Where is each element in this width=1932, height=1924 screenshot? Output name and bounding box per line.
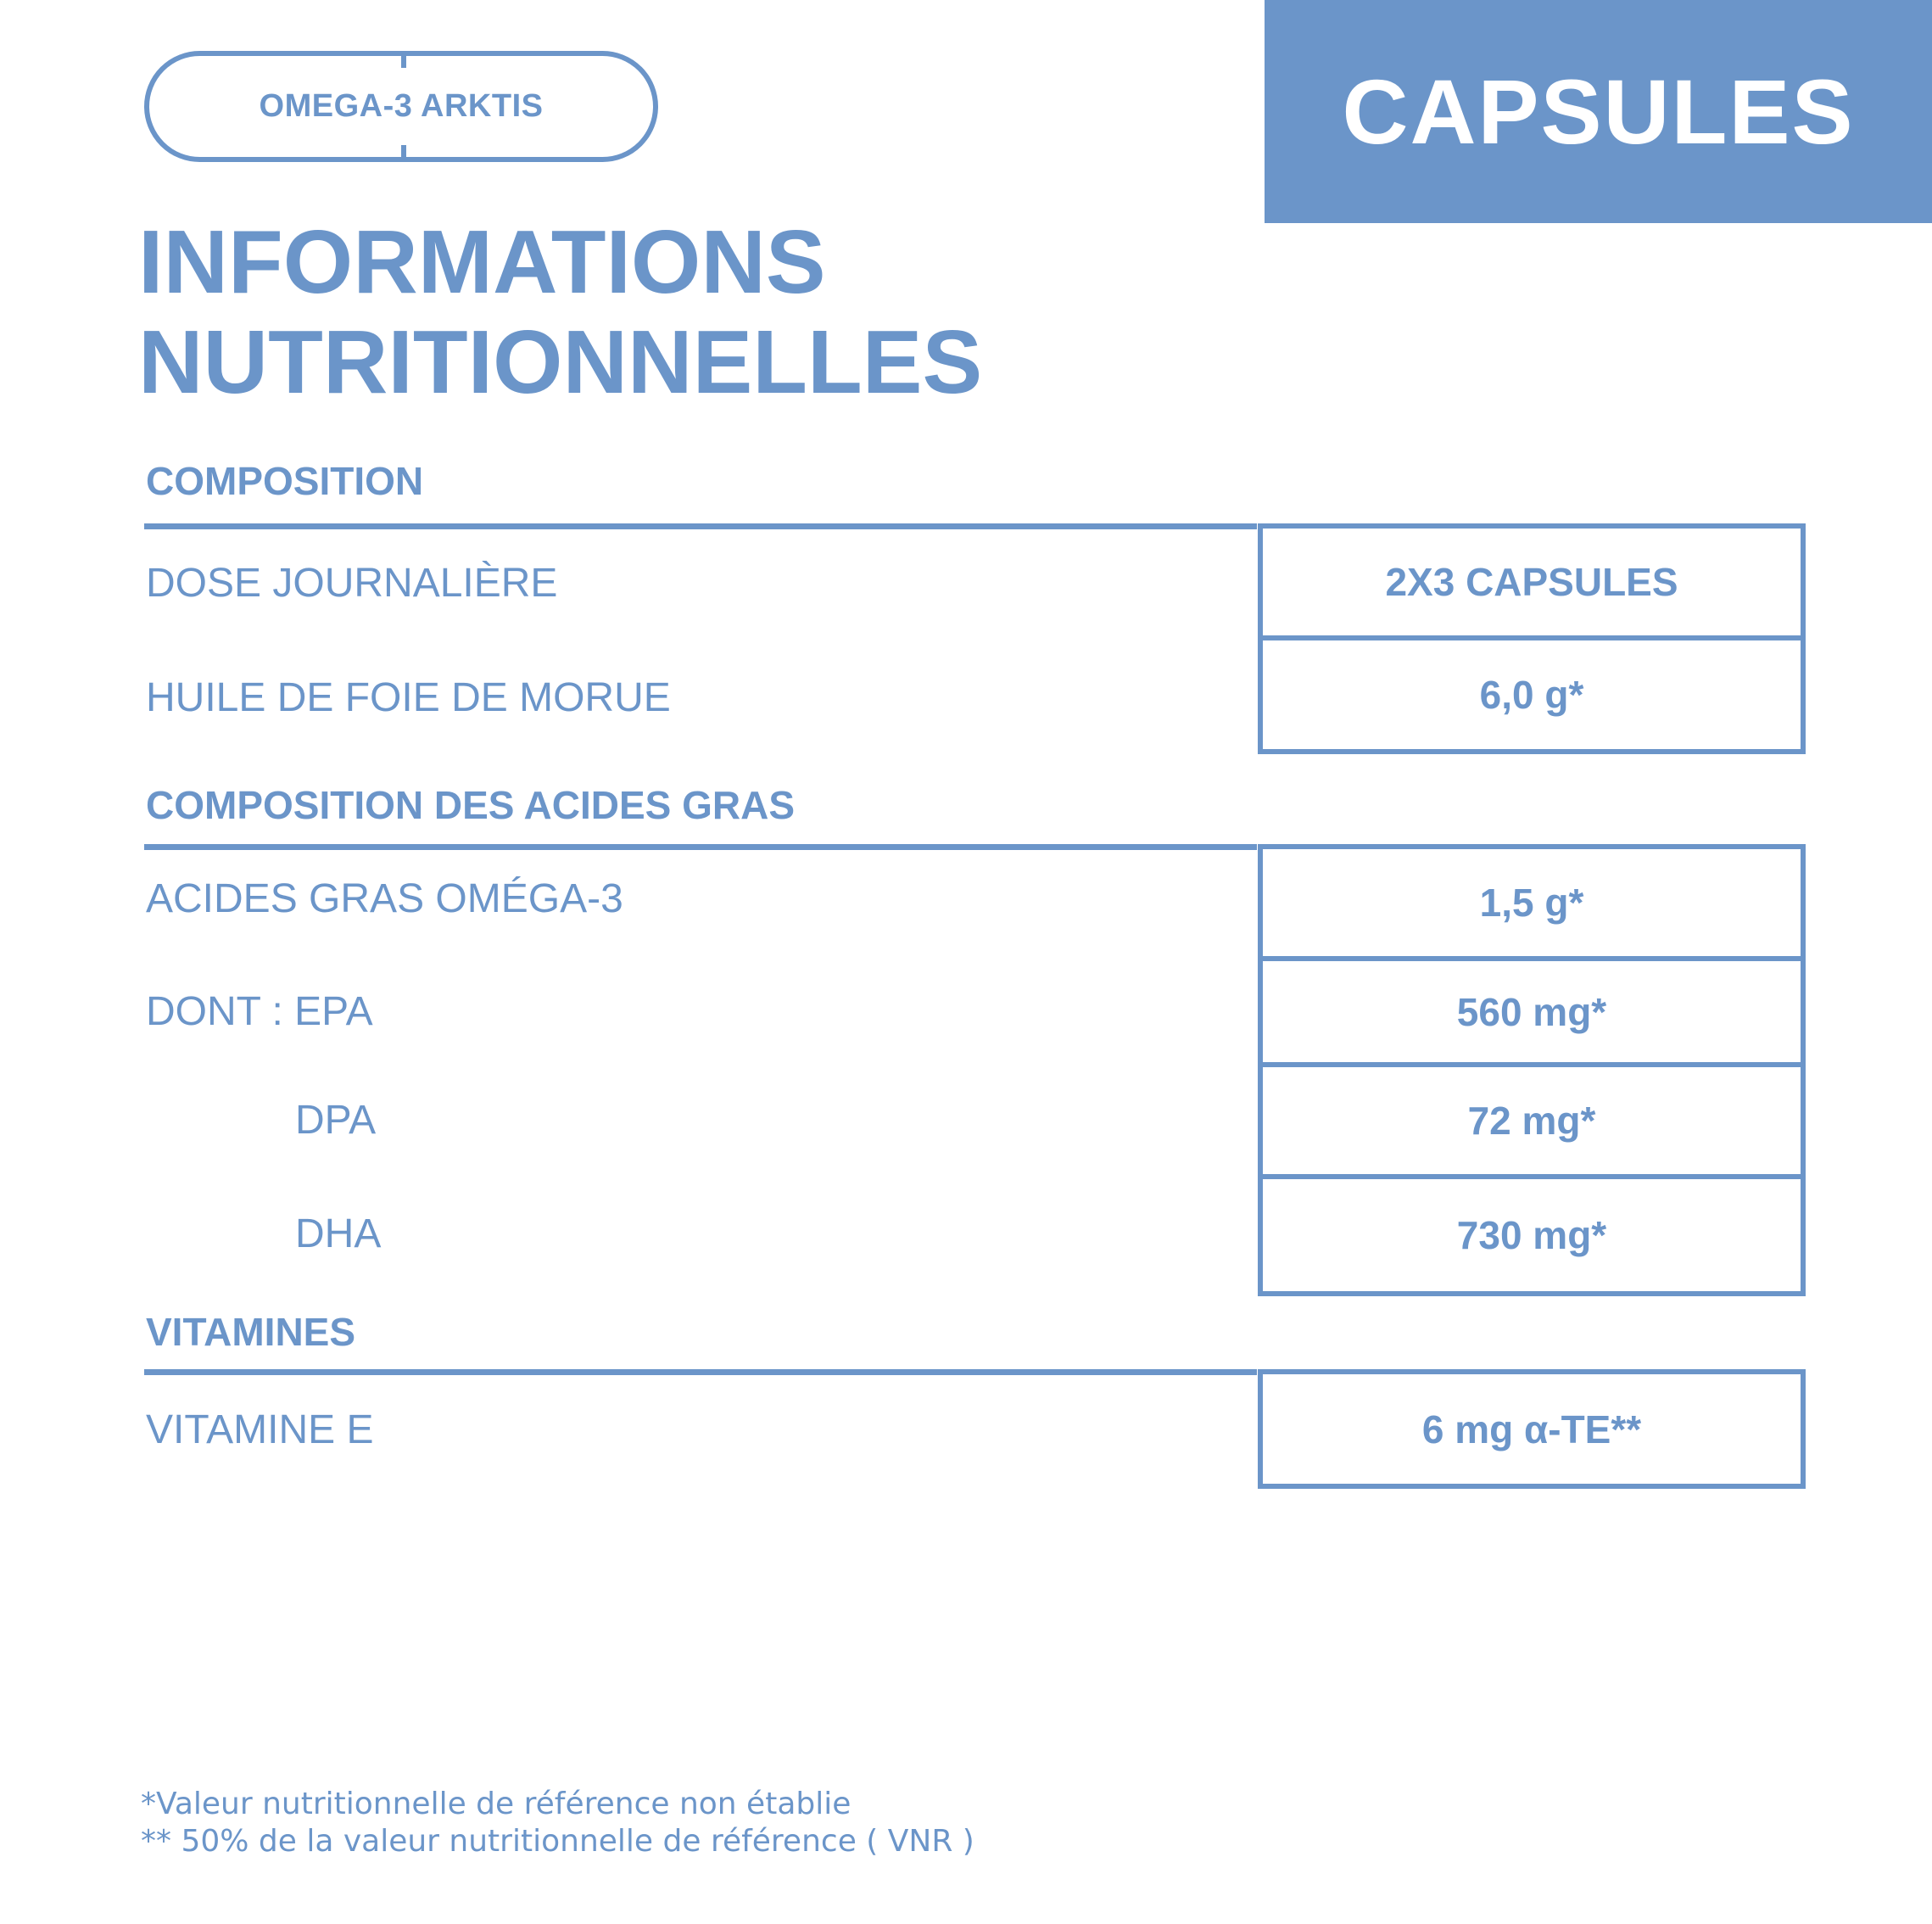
section-heading-vitamins: VITAMINES [146, 1310, 356, 1354]
row-label-dha: DHA [295, 1211, 382, 1256]
page-title-line-2: NUTRITIONNELLES [138, 312, 983, 412]
section-heading-fatty-acids: COMPOSITION DES ACIDES GRAS [146, 783, 796, 827]
row-value-daily-dose: 2X3 CAPSULES [1385, 560, 1678, 604]
row-value-dpa: 72 mg* [1467, 1099, 1596, 1143]
row-label-vitamin-e: VITAMINE E [146, 1407, 374, 1452]
format-badge [1265, 0, 1932, 223]
row-value-vitamin-e: 6 mg α-TE** [1421, 1407, 1642, 1451]
page-title-line-1: INFORMATIONS [138, 212, 826, 312]
section-rule [144, 1369, 1257, 1375]
section-heading-composition: COMPOSITION [146, 459, 424, 503]
row-label-cod-liver-oil: HUILE DE FOIE DE MORUE [146, 675, 671, 720]
row-value-omega3: 1,5 g* [1479, 881, 1584, 925]
footnote-2: ** 50% de la valeur nutritionnelle de référence ( VNR ) [141, 1824, 974, 1859]
row-value-cod-liver-oil: 6,0 g* [1479, 673, 1584, 717]
row-value-epa: 560 mg* [1456, 989, 1607, 1034]
format-badge-label: CAPSULES [1342, 60, 1855, 163]
row-label-omega3: ACIDES GRAS OMÉGA-3 [146, 876, 623, 921]
page-title [138, 212, 982, 412]
product-name: OMEGA-3 ARKTIS [259, 88, 544, 124]
row-label-dpa: DPA [295, 1098, 377, 1143]
footnote-1: *Valeur nutritionnelle de référence non établie [141, 1787, 852, 1821]
row-value-dha: 730 mg* [1456, 1213, 1607, 1257]
section-rule [144, 844, 1257, 850]
row-label-epa: DONT : EPA [146, 989, 373, 1034]
row-label-daily-dose: DOSE JOURNALIÈRE [146, 561, 558, 606]
section-rule [144, 523, 1257, 529]
